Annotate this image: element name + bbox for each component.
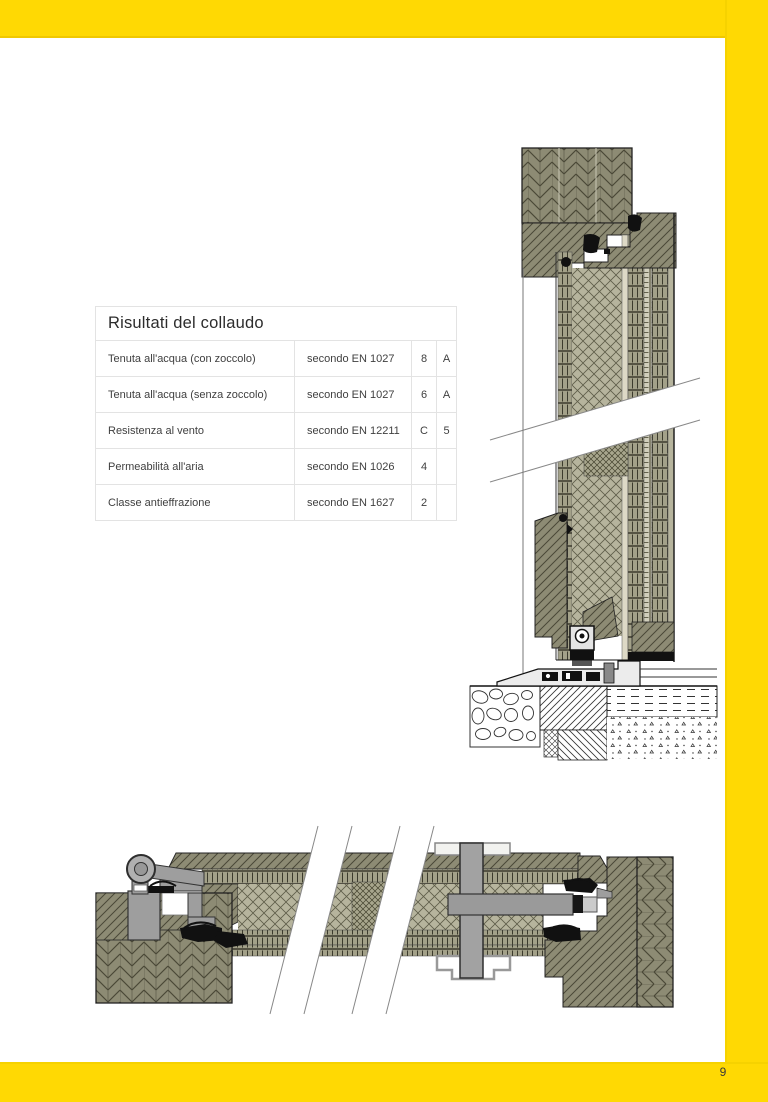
gasket-inner	[561, 257, 571, 267]
row-class: 4	[411, 449, 436, 484]
row-label: Classe antieffrazione	[108, 496, 211, 509]
test-results-table	[95, 306, 457, 521]
row-class: C	[411, 413, 436, 448]
row-standard: secondo EN 1027	[294, 341, 411, 376]
row-class: 2	[411, 485, 436, 520]
table-row	[96, 449, 456, 485]
table-row	[96, 413, 456, 449]
row-label: Permeabilità all'aria	[108, 460, 204, 473]
page-number: 9	[719, 1065, 727, 1079]
row-label: Tenuta all'acqua (con zoccolo)	[108, 352, 256, 365]
table-row	[96, 377, 456, 413]
vertical-section-drawing	[460, 140, 726, 768]
table-row	[96, 341, 456, 377]
row-class: 6	[411, 377, 436, 412]
row-standard: secondo EN 1627	[294, 485, 411, 520]
gasket-outer	[628, 214, 642, 231]
row-extra: 5	[436, 413, 456, 448]
row-extra	[436, 449, 456, 484]
ground-layers	[470, 686, 717, 760]
gasket-middle	[583, 234, 600, 253]
horizontal-section-drawing	[88, 820, 688, 1020]
row-standard: secondo EN 1027	[294, 377, 411, 412]
row-standard: secondo EN 12211	[294, 413, 411, 448]
frame-bottom-block	[535, 513, 573, 648]
row-label: Resistenza al vento	[108, 424, 204, 437]
yellow-band-top	[0, 0, 768, 38]
threshold-assembly	[497, 597, 717, 686]
hinge-leaf-plate	[128, 891, 160, 940]
row-class: 8	[411, 341, 436, 376]
table-title: Risultati del collaudo	[96, 307, 456, 341]
row-standard: secondo EN 1026	[294, 449, 411, 484]
sill-lines	[640, 669, 717, 677]
lock-bolt	[448, 894, 573, 915]
row-extra	[436, 485, 456, 520]
yellow-band-right	[725, 0, 768, 1102]
table-row	[96, 485, 456, 520]
row-extra: A	[436, 341, 456, 376]
yellow-band-bottom	[0, 1062, 768, 1102]
row-label: Tenuta all'acqua (senza zoccolo)	[108, 388, 268, 401]
row-extra: A	[436, 377, 456, 412]
